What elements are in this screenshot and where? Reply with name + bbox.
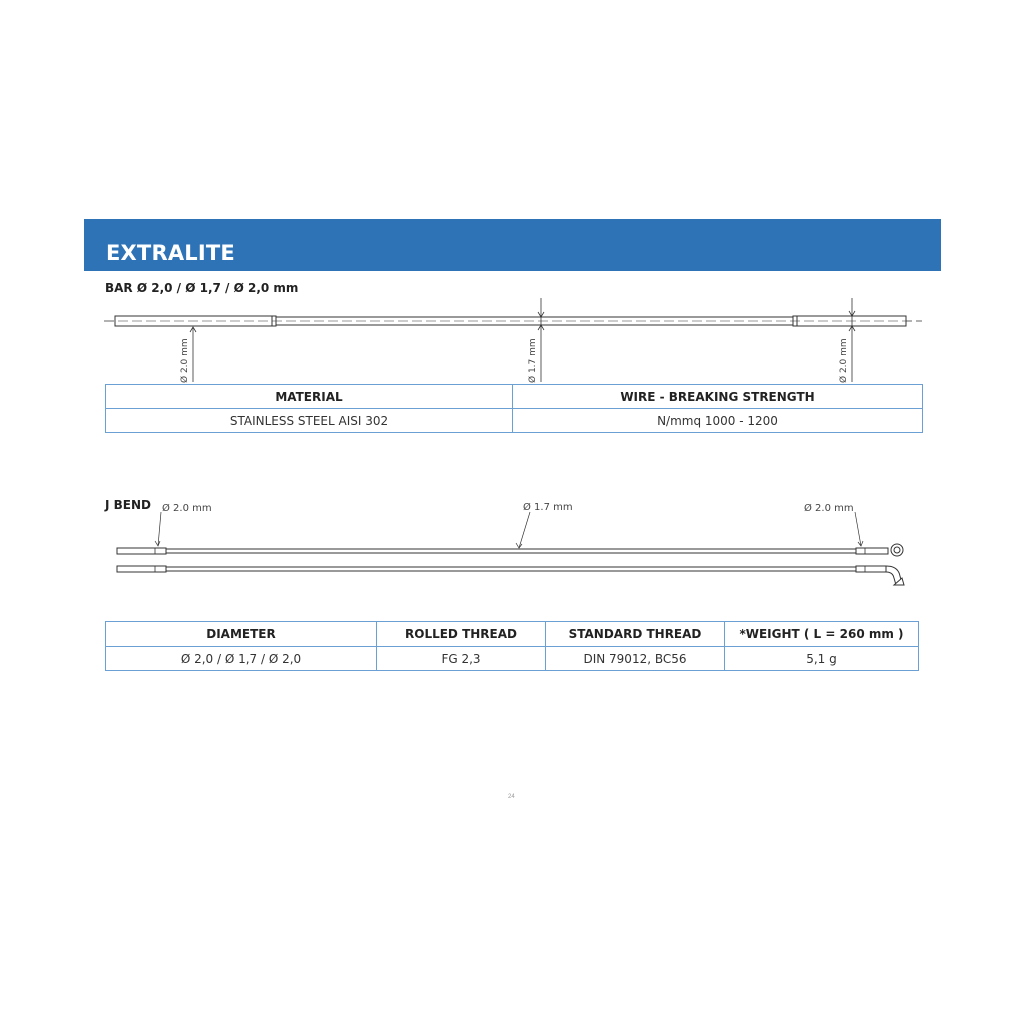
spec-table — [105, 621, 919, 671]
breaking-strength-header: WIRE - BREAKING STRENGTH — [513, 385, 923, 409]
jbend-side-segment-middle — [166, 567, 856, 571]
jbend-dim-left-label: Ø 2.0 mm — [162, 503, 212, 514]
diameter-value: Ø 2,0 / Ø 1,7 / Ø 2,0 — [106, 647, 377, 671]
jbend-dim-right-label: Ø 2.0 mm — [804, 503, 854, 514]
rolled-thread-header: ROLLED THREAD — [377, 622, 546, 647]
standard-thread-header: STANDARD THREAD — [546, 622, 725, 647]
jbend-spoke-drawing — [117, 512, 904, 585]
product-title: EXTRALITE — [106, 241, 235, 265]
jbend-side-segment-left — [117, 566, 166, 572]
jbend-section-label: J BEND — [105, 498, 151, 512]
jbend-head-top — [891, 544, 903, 556]
bar-dim-mid-label: Ø 1.7 mm — [528, 338, 538, 383]
material-header: MATERIAL — [106, 385, 513, 409]
material-table — [105, 384, 923, 433]
weight-value: 5,1 g — [725, 647, 919, 671]
diameter-header: DIAMETER — [106, 622, 377, 647]
jbend-top-segment-middle — [166, 549, 856, 553]
bar-dim-left-label: Ø 2.0 mm — [180, 338, 190, 383]
jbend-top-segment-left — [117, 548, 166, 554]
page-number: 24 — [508, 794, 515, 800]
standard-thread-value: DIN 79012, BC56 — [546, 647, 725, 671]
jbend-dim-left-leader — [158, 512, 161, 546]
jbend-dim-right-leader — [855, 512, 861, 546]
bar-spoke-drawing — [104, 298, 922, 382]
weight-header: *WEIGHT ( L = 260 mm ) — [725, 622, 919, 647]
jbend-dim-mid-leader — [519, 512, 530, 548]
material-value: STAINLESS STEEL AISI 302 — [106, 409, 513, 433]
rolled-thread-value: FG 2,3 — [377, 647, 546, 671]
bar-section-label: BAR Ø 2,0 / Ø 1,7 / Ø 2,0 mm — [105, 281, 299, 295]
breaking-strength-value: N/mmq 1000 - 1200 — [513, 409, 923, 433]
bar-dim-right-label: Ø 2.0 mm — [839, 338, 849, 383]
jbend-dim-mid-label: Ø 1.7 mm — [523, 502, 573, 513]
jbend-top-segment-right — [856, 548, 888, 554]
jbend-side-segment-right — [856, 566, 886, 572]
